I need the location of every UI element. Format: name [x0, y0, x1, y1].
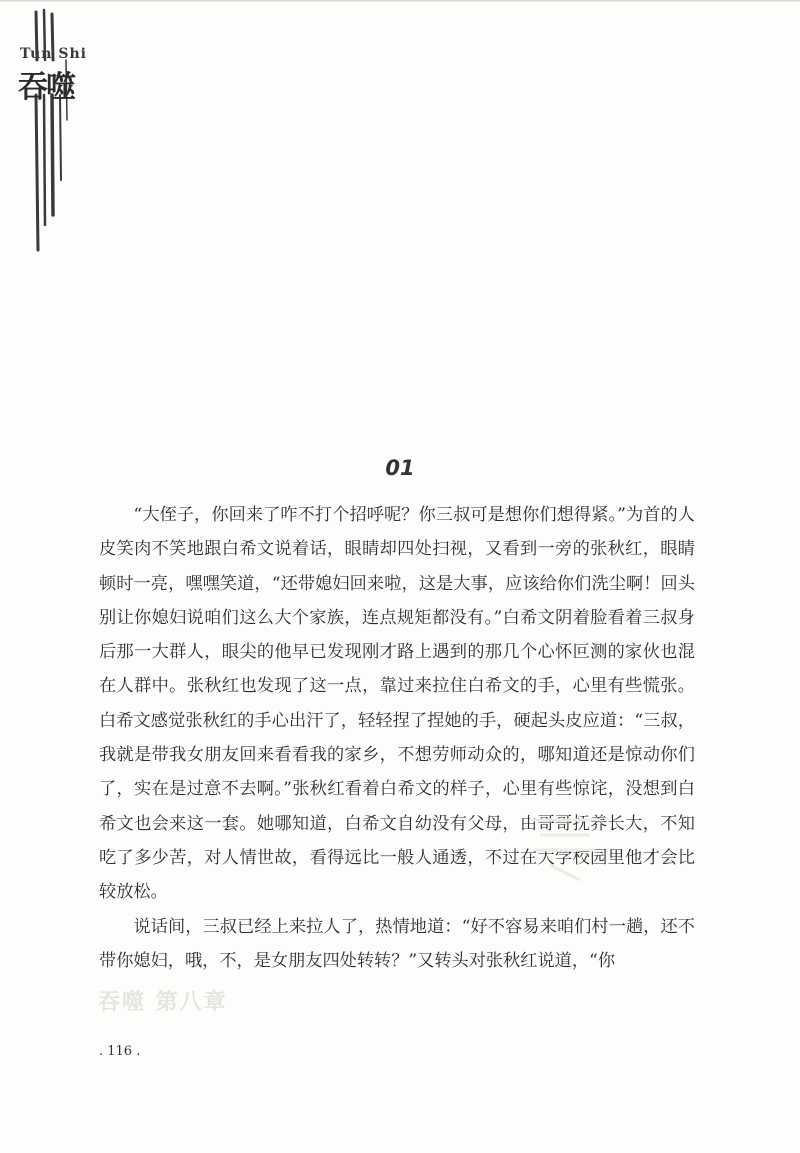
- logo-vertical-lines: [0, 0, 120, 270]
- section-number: 01: [385, 456, 415, 480]
- page-number: . 116 .: [99, 1044, 141, 1059]
- paragraph: “大侄子，你回来了咋不打个招呼呢？你三叔可是想你们想得紧。”为首的人皮笑肉不笑地跟白希文说着话，眼睛却四处扫视，又看到一旁的张秋红，眼睛顿时一亮，嘿嘿笑道，“还带媳妇回来啦，这是大事，应该给你们洗尘啊！回头别让你媳妇说咱们这么大个家族，连点规矩都没有。”白希文阴着脸看着三叔身后那一大群人，眼尖的他早已发现刚才路上遇到的那几个心怀叵测的家伙也混在人群中。张秋红也发现了这一点，靠过来拉住白希文的手，心里有些慌张。白希文感觉张秋红的手心出汗了，轻轻捏了捏她的手，硬起头皮应道：“三叔，我就是带我女朋友回来看看我的家乡，不想劳师动众的，哪知道还是惊动你们了，实在是过意不去啊。”张秋红看着白希文的样子，心里有些惊诧，没想到白希文也会来这一套。她哪知道，白希文自幼没有父母，由哥哥抚养长大，不知吃了多少苦，对人情世故，看得远比一般人通透，不过在大学校园里他才会比较放松。: [99, 505, 695, 903]
- watermark-mark: [520, 800, 610, 890]
- logo-chinese-title: 吞噬: [18, 70, 74, 105]
- paragraph: 说话间，三叔已经上来拉人了，热情地道：“好不容易来咱们村一趟，还不带你媳妇，哦，不，是女朋友四处转转？”又转头对张秋红说道，“你: [99, 916, 695, 971]
- body-text: [99, 498, 695, 978]
- faded-running-title: 吞噬 第八章: [98, 990, 228, 1015]
- top-edge-shadow: [0, 0, 800, 4]
- logo-latin-text: Tun Shi: [20, 46, 87, 62]
